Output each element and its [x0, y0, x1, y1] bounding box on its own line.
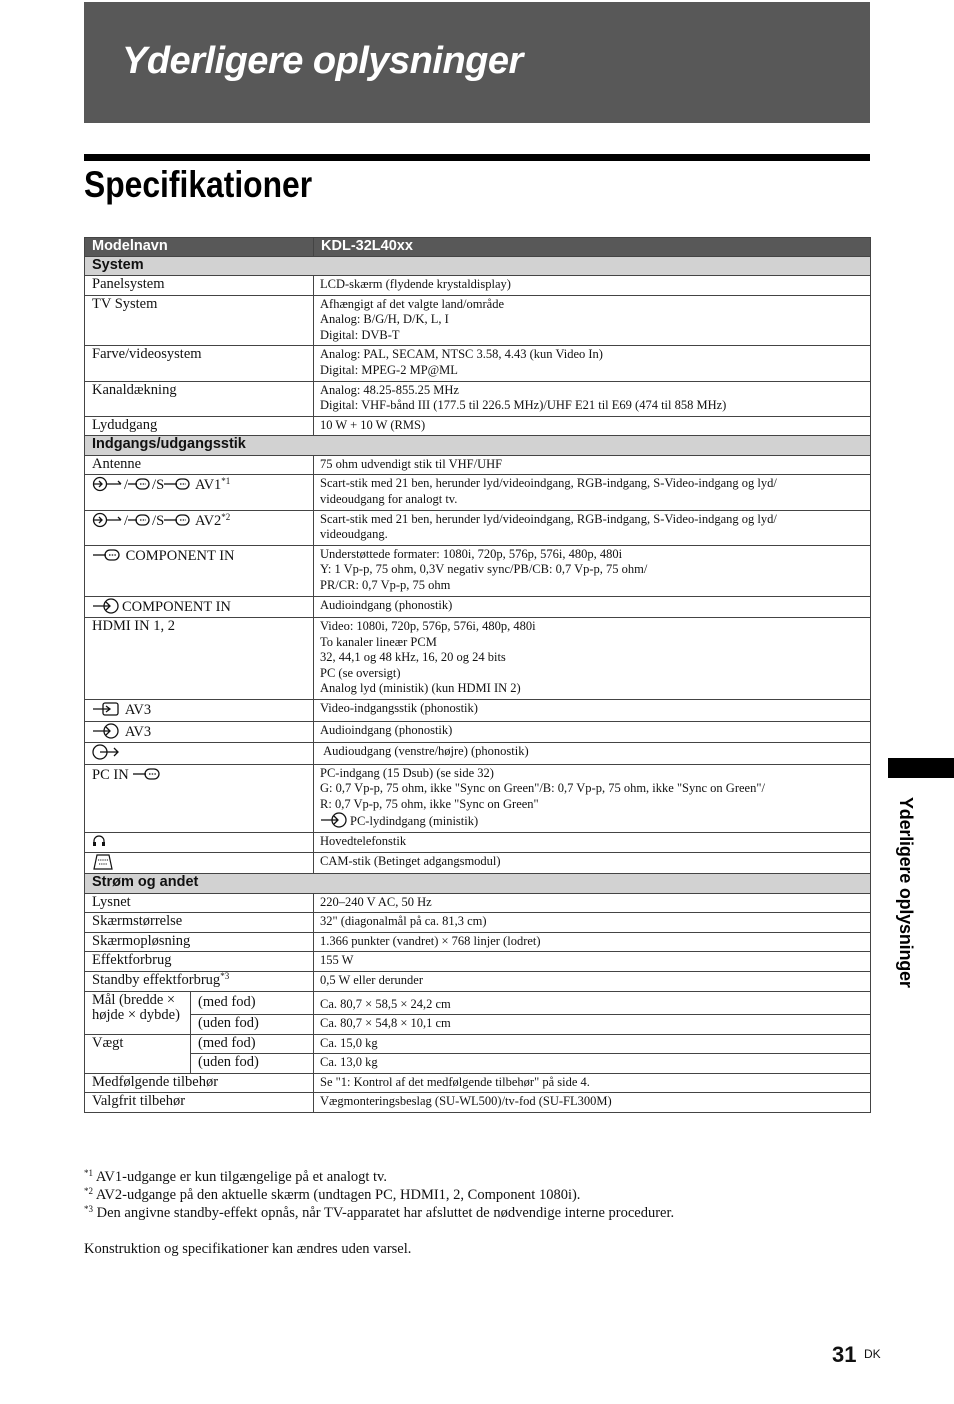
row-label — [85, 764, 314, 832]
video-input-icon — [92, 547, 120, 563]
value-line: videoudgang. — [320, 527, 388, 542]
row-label: Panelsystem — [85, 276, 314, 296]
section-row-inputs — [85, 436, 871, 456]
video-input-icon — [128, 476, 150, 492]
value-line: Analog: PAL, SECAM, NTSC 3.58, 4.43 (kun Video In) — [320, 347, 603, 362]
row-value: 10 W + 10 W (RMS) — [314, 416, 871, 436]
footnote-mark: *2 — [84, 1186, 93, 1196]
table-row — [85, 952, 871, 972]
row-label — [85, 596, 314, 618]
table-row — [85, 893, 871, 913]
row-value — [314, 381, 871, 416]
row-label — [85, 743, 314, 765]
row-value — [314, 545, 871, 596]
row-value: Vægmonteringsbeslag (SU-WL500)/tv-fod (SU-FL300M) — [314, 1093, 871, 1113]
value-line: Digital: MPEG-2 MP@ML — [320, 362, 458, 377]
row-label: Lydudgang — [85, 416, 314, 436]
standby-label: Standby effektforbrug — [92, 971, 221, 988]
row-label: Farve/videosystem — [85, 346, 314, 381]
sub-label: (med fod) — [191, 1034, 314, 1054]
footnote-text: AV2-udgange på den aktuelle skærm (undtagen PC, HDMI1, 2, Component 1080i). — [93, 1187, 581, 1203]
table-row — [85, 1015, 871, 1035]
row-label — [85, 721, 314, 743]
av3-audio-label: AV3 — [124, 723, 152, 740]
row-value: 1.366 punkter (vandret) × 768 linjer (lodret) — [314, 932, 871, 952]
value-line: Y: 1 Vp-p, 75 ohm, 0,3V negativ sync/PB/CB: 0,7 Vp-p, 75 ohm/ — [320, 562, 648, 577]
table-row — [85, 455, 871, 475]
header-model-label: Modelnavn — [85, 238, 314, 257]
row-value — [314, 764, 871, 832]
row-label: Antenne — [85, 455, 314, 475]
table-row — [85, 832, 871, 852]
row-value — [314, 475, 871, 510]
table-row — [85, 381, 871, 416]
page-language-code: DK — [864, 1347, 881, 1361]
row-label: Effektforbrug — [85, 952, 314, 972]
value-line: Understøttede formater: 1080i, 720p, 576p, 576i, 480p, 480i — [320, 546, 623, 561]
value-line: Scart-stik med 21 ben, herunder lyd/videoindgang, RGB-indgang, S-Video-indgang og lyd/ — [320, 476, 777, 491]
weight-label: Vægt — [85, 1034, 191, 1073]
row-label: HDMI IN 1, 2 — [85, 618, 314, 700]
row-value: Se "1: Kontrol af det medfølgende tilbehør" på side 4. — [314, 1073, 871, 1093]
footnote — [84, 1204, 870, 1222]
row-value: Audioindgang (phonostik) — [314, 596, 871, 618]
table-row — [85, 276, 871, 296]
table-row — [85, 1034, 871, 1054]
section-title: Indgangs/udgangsstik — [85, 436, 871, 456]
audio-out-value: Audioudgang (venstre/højre) (phonostik) — [323, 744, 529, 759]
row-value — [314, 510, 871, 545]
s-video-letter: S — [156, 477, 165, 494]
title-rule — [84, 154, 870, 161]
row-value — [314, 618, 871, 700]
footnote-ref: *3 — [220, 970, 230, 981]
separator: / — [152, 512, 157, 529]
pc-in-label: PC IN — [92, 766, 129, 783]
value-line: Digital: DVB-T — [320, 327, 400, 342]
table-row — [85, 618, 871, 700]
row-value: Ca. 15,0 kg — [314, 1034, 871, 1054]
table-row — [85, 932, 871, 952]
value-line: 32, 44,1 og 48 kHz, 16, 20 og 24 bits — [320, 650, 506, 665]
audio-input-icon — [92, 598, 120, 614]
value-line: To kanaler lineær PCM — [320, 634, 437, 649]
pc-audio-text: PC-lydindgang (ministik) — [350, 814, 479, 829]
table-row — [85, 764, 871, 832]
row-value: CAM-stik (Betinget adgangsmodul) — [314, 852, 871, 874]
table-row — [85, 1093, 871, 1113]
section-title: System — [85, 256, 871, 276]
value-line — [320, 812, 863, 830]
label-line: Mål (bredde × — [92, 991, 176, 1008]
s-video-letter: S — [156, 512, 165, 529]
value-line: PC-indgang (15 Dsub) (se side 32) — [320, 765, 494, 780]
video-input-icon — [128, 512, 150, 528]
value-line: G: 0,7 Vp-p, 75 ohm, ikke "Sync on Green"/B: 0,7 Vp-p, 75 ohm, ikke "Sync on Green"/ — [320, 781, 765, 796]
label-line: højde × dybde) — [92, 1007, 180, 1023]
value-line: Scart-stik med 21 ben, herunder lyd/videoindgang, RGB-indgang, S-Video-indgang og lyd/ — [320, 511, 777, 526]
table-row — [85, 545, 871, 596]
table-row — [85, 721, 871, 743]
row-value: Ca. 80,7 × 54,8 × 10,1 cm — [314, 1015, 871, 1035]
row-label — [85, 971, 314, 991]
table-row — [85, 510, 871, 545]
footnote — [84, 1186, 870, 1204]
row-label — [85, 700, 314, 722]
cam-slot-icon — [92, 854, 114, 870]
value-line: Digital: VHF-bånd III (177.5 til 226.5 MHz)/UHF E21 til E69 (474 til 858 MHz) — [320, 398, 727, 413]
row-label: Skærmopløsning — [85, 932, 314, 952]
disclaimer: Konstruktion og specifikationer kan ændres uden varsel. — [84, 1241, 412, 1257]
row-label — [85, 852, 314, 874]
audio-input-icon — [92, 723, 120, 739]
row-value: 32" (diagonalmål på ca. 81,3 cm) — [314, 913, 871, 933]
value-line: videoudgang for analogt tv. — [320, 492, 458, 507]
row-value: Ca. 80,7 × 58,5 × 24,2 cm — [314, 991, 871, 1015]
value-line: Video: 1080i, 720p, 576p, 576i, 480p, 480i — [320, 619, 536, 634]
sub-label: (uden fod) — [191, 1054, 314, 1074]
row-label: TV System — [85, 295, 314, 346]
separator: / — [152, 477, 157, 494]
pc-input-icon — [132, 766, 160, 782]
dimensions-label — [85, 991, 191, 1034]
table-row — [85, 700, 871, 722]
footnote — [84, 1168, 870, 1186]
row-value: Hovedtelefonstik — [314, 832, 871, 852]
audio-output-icon — [92, 744, 120, 760]
row-value — [314, 346, 871, 381]
table-row — [85, 991, 871, 1015]
footnote-ref: *2 — [221, 511, 231, 522]
side-label-text: Yderligere oplysninger — [896, 797, 916, 988]
headphones-icon — [92, 834, 106, 848]
scart-inout-icon — [92, 512, 122, 528]
row-label: Valgfrit tilbehør — [85, 1093, 314, 1113]
row-value: 0,5 W eller derunder — [314, 971, 871, 991]
table-row — [85, 852, 871, 874]
table-row — [85, 1054, 871, 1074]
row-label: Kanaldækning — [85, 381, 314, 416]
side-label — [895, 797, 919, 1007]
sub-label: (med fod) — [191, 991, 314, 1015]
value-line: PR/CR: 0,7 Vp-p, 75 ohm — [320, 578, 451, 592]
row-value: 155 W — [314, 952, 871, 972]
section-row-power — [85, 874, 871, 894]
row-label — [85, 832, 314, 852]
table-row — [85, 1073, 871, 1093]
table-row — [85, 596, 871, 618]
value-line: Analog lyd (ministik) (kun HDMI IN 2) — [320, 681, 521, 696]
video-input-square-icon — [92, 701, 120, 717]
footnote-text: AV1-udgange er kun tilgængelige på et analogt tv. — [93, 1169, 387, 1185]
table-row — [85, 475, 871, 510]
row-label — [85, 545, 314, 596]
table-row — [85, 416, 871, 436]
chapter-title: Yderligere oplysninger — [122, 40, 523, 82]
table-row — [85, 743, 871, 765]
s-video-input-icon — [164, 512, 190, 528]
s-video-input-icon — [164, 476, 190, 492]
row-value — [314, 743, 871, 765]
header-model-value: KDL-32L40xx — [314, 238, 871, 257]
value-line: R: 0,7 Vp-p, 75 ohm, ikke "Sync on Green" — [320, 796, 539, 811]
page-title: Specifikationer — [84, 164, 313, 205]
av1-label: AV1 — [194, 477, 222, 494]
av2-label: AV2 — [194, 512, 222, 529]
row-value: Video-indgangsstik (phonostik) — [314, 700, 871, 722]
table-row — [85, 971, 871, 991]
table-row — [85, 913, 871, 933]
audio-input-icon — [320, 812, 348, 828]
section-row-system — [85, 256, 871, 276]
separator: / — [124, 512, 129, 529]
row-label: Lysnet — [85, 893, 314, 913]
row-label: Medfølgende tilbehør — [85, 1073, 314, 1093]
scart-inout-icon — [92, 476, 122, 492]
value-line: Analog: B/G/H, D/K, L, I — [320, 312, 449, 327]
row-value: 220–240 V AC, 50 Hz — [314, 893, 871, 913]
table-row — [85, 295, 871, 346]
row-label-av2 — [85, 510, 314, 545]
component-video-label: COMPONENT IN — [125, 547, 235, 564]
row-value: Audioindgang (phonostik) — [314, 721, 871, 743]
footnote-ref: *1 — [221, 476, 231, 487]
row-value — [314, 295, 871, 346]
footnote-text: Den angivne standby-effekt opnås, når TV-apparatet har afsluttet de nødvendige interne procedurer. — [93, 1205, 675, 1221]
table-row — [85, 346, 871, 381]
row-value: Ca. 13,0 kg — [314, 1054, 871, 1074]
footnotes — [84, 1168, 870, 1222]
component-audio-label: COMPONENT IN — [122, 598, 231, 615]
page-number: 31 — [832, 1342, 857, 1367]
row-label: Skærmstørrelse — [85, 913, 314, 933]
value-line: Afhængigt af det valgte land/område — [320, 296, 504, 311]
footnote-mark: *3 — [84, 1204, 93, 1214]
side-tab-marker — [888, 758, 954, 778]
section-title: Strøm og andet — [85, 874, 871, 894]
spec-table — [84, 237, 871, 1113]
row-value: 75 ohm udvendigt stik til VHF/UHF — [314, 455, 871, 475]
row-value: LCD-skærm (flydende krystaldisplay) — [314, 276, 871, 296]
footnote-mark: *1 — [84, 1168, 93, 1178]
av3-video-label: AV3 — [124, 702, 152, 719]
table-header-row — [85, 238, 871, 257]
separator: / — [124, 477, 129, 494]
value-line: PC (se oversigt) — [320, 665, 401, 680]
row-label-av1 — [85, 475, 314, 510]
value-line: Analog: 48.25-855.25 MHz — [320, 382, 459, 397]
sub-label: (uden fod) — [191, 1015, 314, 1035]
